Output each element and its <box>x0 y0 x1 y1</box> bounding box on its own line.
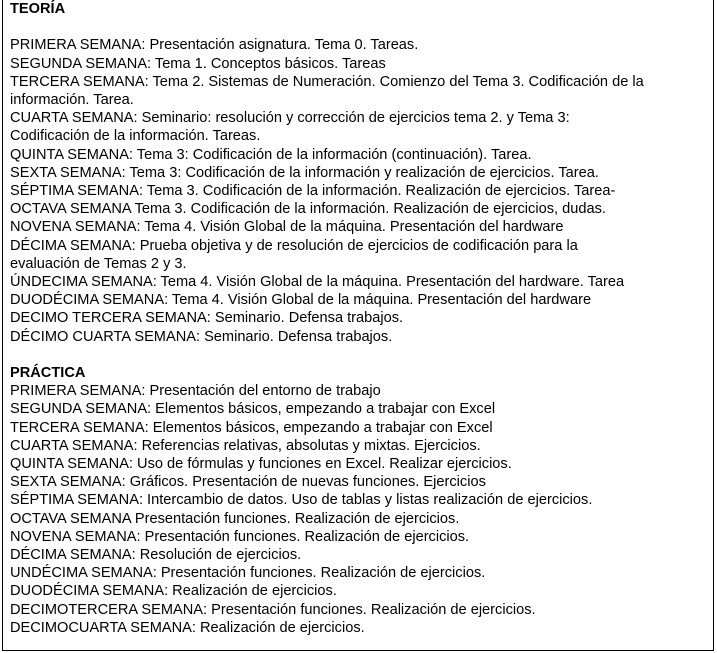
list-item: SÉPTIMA SEMANA: Tema 3. Codificación de la información. Realización de ejercicios. Tarea- <box>10 183 616 199</box>
list-item: PRIMERA SEMANA: Presentación asignatura. Tema 0. Tareas. <box>10 37 419 54</box>
list-item: NOVENA SEMANA: Presentación funciones. Realización de ejercicios. <box>10 528 470 545</box>
spacer <box>10 18 710 36</box>
list-item: CUARTA SEMANA: Referencias relativas, absolutas y mixtas. Ejercicios. <box>10 437 481 454</box>
list-item: evaluación de Temas 2 y 3. <box>10 255 187 272</box>
document-content <box>10 0 710 637</box>
list-item: SÉPTIMA SEMANA: Intercambio de datos. Uso de tablas y listas realización de ejercicios. <box>10 492 593 509</box>
list-item: SEXTA SEMANA: Gráficos. Presentación de nuevas funciones. Ejercicios <box>10 474 486 491</box>
list-item: QUINTA SEMANA: Uso de fórmulas y funciones en Excel. Realizar ejercicios. <box>10 456 512 473</box>
list-item: DECIMOTERCERA SEMANA: Presentación funciones. Realización de ejercicios. <box>10 601 536 618</box>
list-item: TERCERA SEMANA: Elementos básicos, empezando a trabajar con Excel <box>10 419 493 436</box>
list-item: DÉCIMA SEMANA: Resolución de ejercicios. <box>10 547 302 564</box>
list-item: SEGUNDA SEMANA: Tema 1. Conceptos básicos. Tareas <box>10 55 386 72</box>
list-item: UNDÉCIMA SEMANA: Presentación funciones. Realización de ejercicios. <box>10 565 486 582</box>
teoria-list <box>10 36 710 345</box>
list-item: TERCERA SEMANA: Tema 2. Sistemas de Numeración. Comienzo del Tema 3. Codificación de la <box>10 73 644 90</box>
list-item: DECIMOCUARTA SEMANA: Realización de ejercicios. <box>10 619 365 636</box>
list-item: DUODÉCIMA SEMANA: Tema 4. Visión Global de la máquina. Presentación del hardware <box>10 292 592 309</box>
list-item: DUODÉCIMA SEMANA: Realización de ejercicios. <box>10 583 337 600</box>
list-item: QUINTA SEMANA: Tema 3: Codificación de la información (continuación). Tarea. <box>10 146 532 163</box>
list-item: ÚNDECIMA SEMANA: Tema 4. Visión Global de la máquina. Presentación del hardware. Tarea <box>10 274 625 291</box>
list-item: OCTAVA SEMANA Tema 3. Codificación de la información. Realización de ejercicios, dudas. <box>10 201 606 218</box>
list-item: CUARTA SEMANA: Seminario: resolución y corrección de ejercicios tema 2. y Tema 3: <box>10 110 570 127</box>
list-item: OCTAVA SEMANA Presentación funciones. Realización de ejercicios. <box>10 510 460 527</box>
list-item: PRIMERA SEMANA: Presentación del entorno de trabajo <box>10 383 381 400</box>
list-item: DÉCIMO CUARTA SEMANA: Seminario. Defensa trabajos. <box>10 328 393 345</box>
spacer <box>10 346 710 364</box>
list-item: Codificación de la información. Tareas. <box>10 128 261 145</box>
list-item: SEGUNDA SEMANA: Elementos básicos, empezando a trabajar con Excel <box>10 401 496 418</box>
list-item: NOVENA SEMANA: Tema 4. Visión Global de la máquina. Presentación del hardware <box>10 219 564 236</box>
practica-heading: PRÁCTICA <box>10 365 86 382</box>
practica-list <box>10 382 710 637</box>
teoria-heading: TEORÍA <box>10 1 66 17</box>
list-item: DECIMO TERCERA SEMANA: Seminario. Defensa trabajos. <box>10 310 404 327</box>
list-item: DÉCIMA SEMANA: Prueba objetiva y de resolución de ejercicios de codificación para la <box>10 237 578 254</box>
list-item: información. Tarea. <box>10 91 134 108</box>
list-item: SEXTA SEMANA: Tema 3: Codificación de la información y realización de ejercicios. Tarea. <box>10 164 599 181</box>
